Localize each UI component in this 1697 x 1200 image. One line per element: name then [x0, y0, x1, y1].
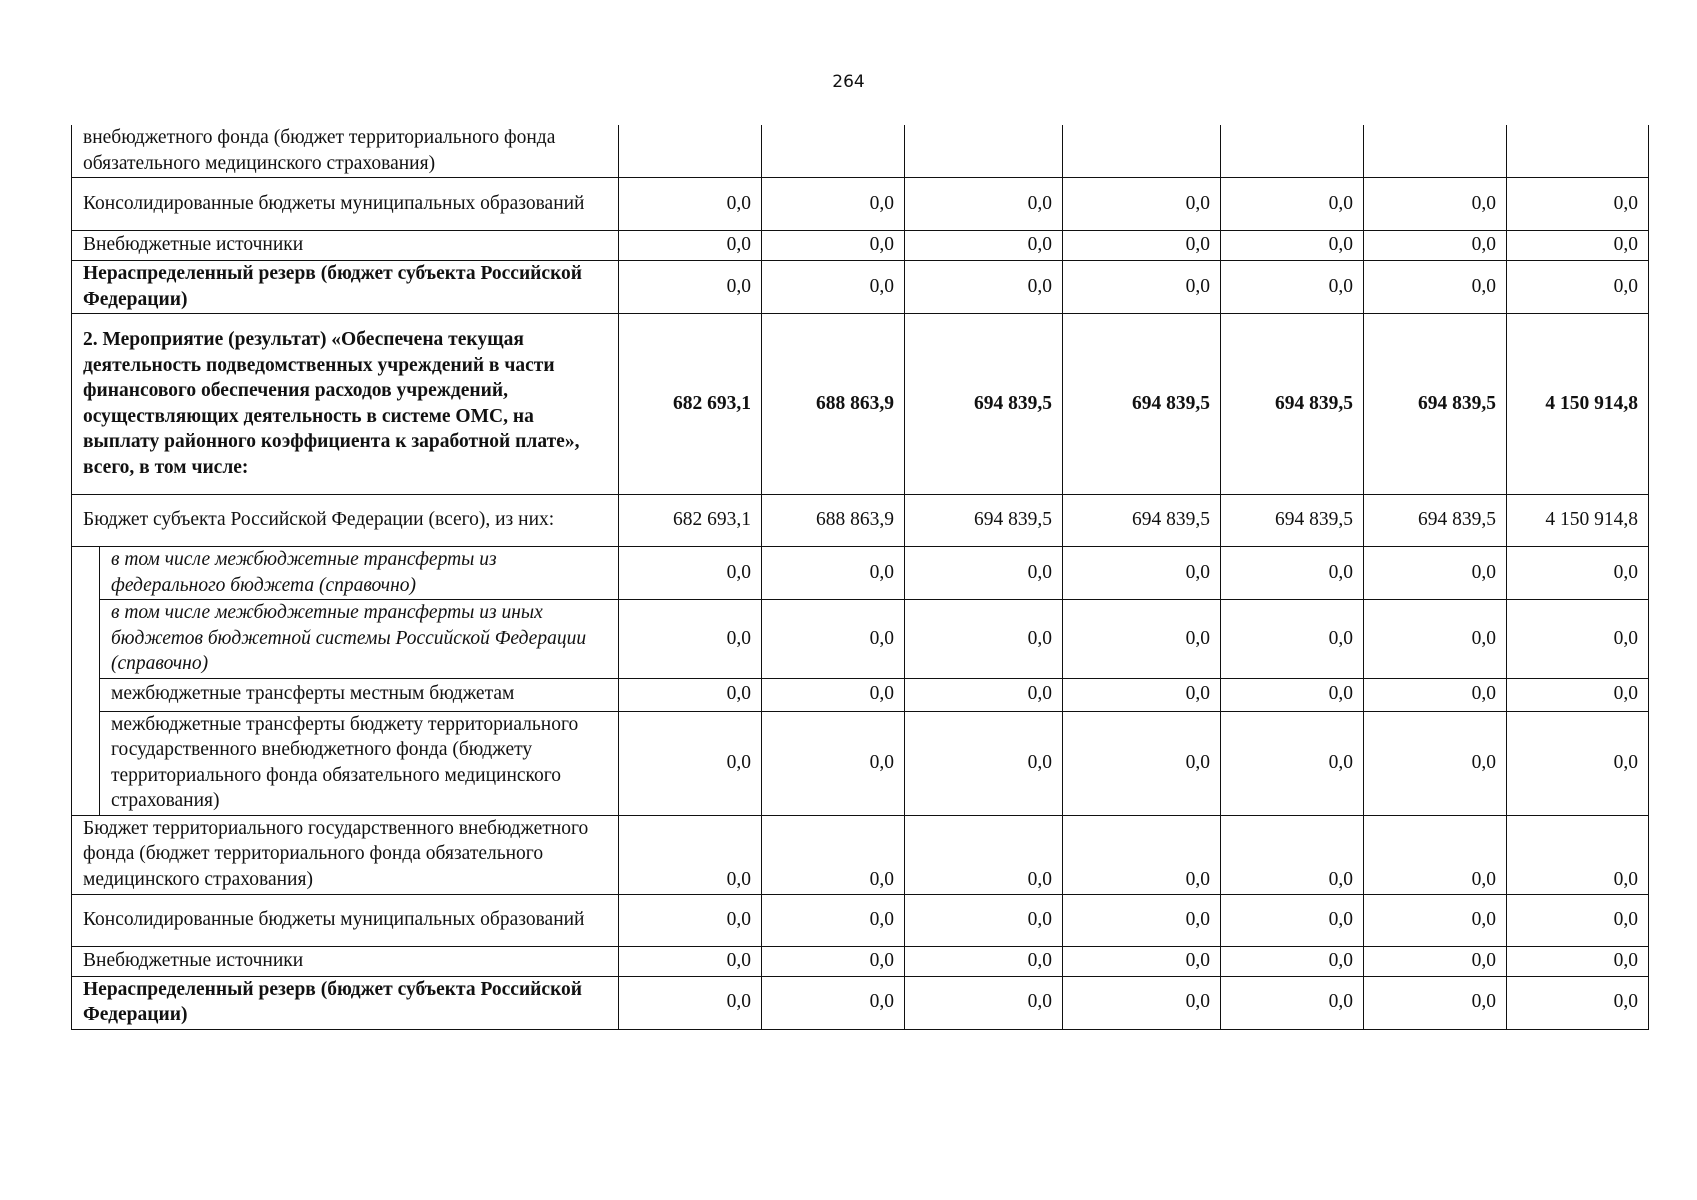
row-label: Бюджет субъекта Российской Федерации (всего), из них: [72, 495, 619, 547]
value-cell: 0,0 [1063, 678, 1221, 711]
value-cell [1063, 125, 1221, 178]
value-cell: 0,0 [1221, 547, 1364, 600]
value-cell: 0,0 [1507, 547, 1649, 600]
value-cell: 0,0 [619, 178, 762, 231]
value-cell: 0,0 [619, 261, 762, 314]
value-cell: 0,0 [1507, 231, 1649, 261]
value-cell: 0,0 [762, 711, 905, 815]
value-cell: 0,0 [905, 231, 1063, 261]
value-cell: 0,0 [905, 178, 1063, 231]
row-label: внебюджетного фонда (бюджет территориального фонда обязательного медицинского страхования) [72, 125, 619, 178]
value-cell: 0,0 [1364, 946, 1507, 976]
value-cell: 0,0 [619, 894, 762, 946]
value-cell: 0,0 [1063, 178, 1221, 231]
row-label: Нераспределенный резерв (бюджет субъекта Российской Федерации) [72, 976, 619, 1029]
value-cell: 0,0 [1364, 261, 1507, 314]
value-cell: 694 839,5 [1364, 314, 1507, 495]
row-label: 2. Мероприятие (результат) «Обеспечена текущая деятельность подведомственных учреждений в части финансового обеспечения расходов учреждений, осуществляющих деятельность в системе ОМС, на выплату районного коэффициента к заработной плате», всего, в том числе: [72, 314, 619, 495]
row-label: Бюджет территориального государственного внебюджетного фонда (бюджет территориального фонда обязательного медицинского страхования) [72, 815, 619, 894]
value-cell [905, 125, 1063, 178]
value-cell: 0,0 [1221, 976, 1364, 1029]
value-cell: 0,0 [1063, 711, 1221, 815]
value-cell: 0,0 [1221, 711, 1364, 815]
page-number: 264 [832, 72, 865, 92]
value-cell: 0,0 [1221, 815, 1364, 894]
row-label: межбюджетные трансферты местным бюджетам [100, 678, 619, 711]
value-cell: 0,0 [1063, 946, 1221, 976]
value-cell: 0,0 [905, 600, 1063, 679]
value-cell: 0,0 [1221, 231, 1364, 261]
value-cell: 0,0 [1507, 600, 1649, 679]
table-row [72, 946, 1649, 976]
value-cell: 0,0 [1507, 678, 1649, 711]
value-cell: 0,0 [1221, 178, 1364, 231]
value-cell: 0,0 [1507, 178, 1649, 231]
value-cell [619, 125, 762, 178]
value-cell: 0,0 [1063, 261, 1221, 314]
value-cell: 0,0 [905, 976, 1063, 1029]
row-label: Нераспределенный резерв (бюджет субъекта Российской Федерации) [72, 261, 619, 314]
table-row [72, 711, 1649, 815]
value-cell: 0,0 [905, 261, 1063, 314]
value-cell: 0,0 [762, 894, 905, 946]
value-cell: 682 693,1 [619, 314, 762, 495]
table-row [72, 261, 1649, 314]
table-row [72, 894, 1649, 946]
table-row [72, 178, 1649, 231]
row-label: в том числе межбюджетные трансферты из иных бюджетов бюджетной системы Российской Федерации (справочно) [100, 600, 619, 679]
value-cell: 0,0 [762, 178, 905, 231]
value-cell: 0,0 [1364, 547, 1507, 600]
value-cell: 0,0 [762, 976, 905, 1029]
value-cell [1507, 125, 1649, 178]
value-cell: 0,0 [1507, 711, 1649, 815]
value-cell: 0,0 [1063, 547, 1221, 600]
value-cell: 688 863,9 [762, 495, 905, 547]
value-cell: 694 839,5 [1063, 314, 1221, 495]
value-cell: 0,0 [619, 547, 762, 600]
value-cell: 694 839,5 [905, 314, 1063, 495]
value-cell: 0,0 [1364, 231, 1507, 261]
value-cell: 0,0 [619, 711, 762, 815]
value-cell: 0,0 [1507, 946, 1649, 976]
value-cell: 0,0 [619, 815, 762, 894]
value-cell: 694 839,5 [1221, 495, 1364, 547]
table-row [72, 314, 1649, 495]
table-row [72, 495, 1649, 547]
row-label: Консолидированные бюджеты муниципальных образований [72, 178, 619, 231]
value-cell: 694 839,5 [1364, 495, 1507, 547]
value-cell: 0,0 [1364, 894, 1507, 946]
value-cell: 682 693,1 [619, 495, 762, 547]
value-cell: 694 839,5 [905, 495, 1063, 547]
value-cell: 0,0 [905, 678, 1063, 711]
value-cell: 694 839,5 [1063, 495, 1221, 547]
value-cell: 0,0 [619, 600, 762, 679]
value-cell: 694 839,5 [1221, 314, 1364, 495]
value-cell: 0,0 [619, 976, 762, 1029]
value-cell: 0,0 [1063, 231, 1221, 261]
budget-table [71, 125, 1649, 1030]
table-row [72, 125, 1649, 178]
value-cell: 0,0 [619, 231, 762, 261]
value-cell: 0,0 [1063, 815, 1221, 894]
row-label: Внебюджетные источники [72, 231, 619, 261]
value-cell: 0,0 [762, 678, 905, 711]
row-label: в том числе межбюджетные трансферты из федерального бюджета (справочно) [100, 547, 619, 600]
value-cell: 0,0 [1507, 261, 1649, 314]
value-cell: 0,0 [762, 231, 905, 261]
table-row [72, 547, 1649, 600]
value-cell: 0,0 [1364, 678, 1507, 711]
value-cell: 0,0 [1221, 600, 1364, 679]
value-cell: 0,0 [1063, 600, 1221, 679]
value-cell: 0,0 [1063, 894, 1221, 946]
value-cell: 0,0 [1507, 815, 1649, 894]
table-row [72, 678, 1649, 711]
value-cell [1221, 125, 1364, 178]
indent-cell [72, 547, 100, 816]
value-cell: 0,0 [762, 946, 905, 976]
table-row [72, 976, 1649, 1029]
value-cell: 0,0 [905, 815, 1063, 894]
value-cell: 0,0 [1364, 178, 1507, 231]
value-cell: 0,0 [1063, 976, 1221, 1029]
value-cell: 0,0 [1364, 600, 1507, 679]
value-cell: 0,0 [619, 678, 762, 711]
row-label: Внебюджетные источники [72, 946, 619, 976]
row-label: Консолидированные бюджеты муниципальных образований [72, 894, 619, 946]
value-cell [1364, 125, 1507, 178]
table-row [72, 815, 1649, 894]
value-cell: 0,0 [905, 894, 1063, 946]
value-cell: 0,0 [762, 815, 905, 894]
table-row [72, 231, 1649, 261]
value-cell: 0,0 [1507, 894, 1649, 946]
value-cell: 0,0 [1221, 261, 1364, 314]
value-cell: 0,0 [1221, 946, 1364, 976]
value-cell: 0,0 [905, 711, 1063, 815]
value-cell: 4 150 914,8 [1507, 314, 1649, 495]
value-cell: 4 150 914,8 [1507, 495, 1649, 547]
value-cell: 0,0 [762, 261, 905, 314]
value-cell: 688 863,9 [762, 314, 905, 495]
value-cell: 0,0 [762, 600, 905, 679]
row-label: межбюджетные трансферты бюджету территориального государственного внебюджетного фонда (бюджету территориального фонда обязательного медицинского страхования) [100, 711, 619, 815]
value-cell: 0,0 [1507, 976, 1649, 1029]
table-row [72, 600, 1649, 679]
value-cell: 0,0 [905, 547, 1063, 600]
value-cell: 0,0 [905, 946, 1063, 976]
value-cell: 0,0 [1364, 815, 1507, 894]
value-cell: 0,0 [1221, 894, 1364, 946]
value-cell [762, 125, 905, 178]
value-cell: 0,0 [1221, 678, 1364, 711]
value-cell: 0,0 [762, 547, 905, 600]
value-cell: 0,0 [1364, 976, 1507, 1029]
value-cell: 0,0 [619, 946, 762, 976]
value-cell: 0,0 [1364, 711, 1507, 815]
